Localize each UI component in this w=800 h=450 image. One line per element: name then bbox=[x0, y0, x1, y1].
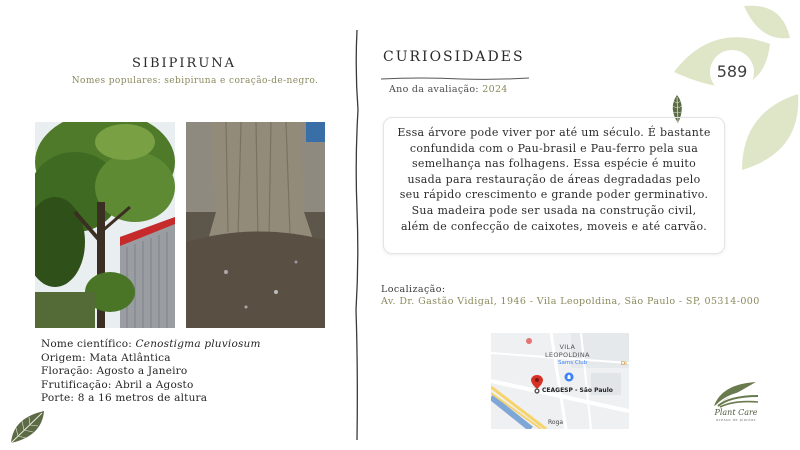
brand-tagline: acesso de plantas bbox=[715, 418, 756, 422]
location-label: Localização: bbox=[381, 284, 446, 295]
flowering: Floração: Agosto a Janeiro bbox=[41, 365, 188, 378]
tree-trunk-photo bbox=[186, 122, 325, 328]
fruiting: Frutificação: Abril a Agosto bbox=[41, 378, 194, 391]
vertical-divider bbox=[350, 30, 364, 444]
curiosities-title: CURIOSIDADES bbox=[383, 49, 525, 65]
size: Porte: 8 a 16 metros de altura bbox=[41, 392, 208, 405]
map-pin-label: CEAGESP - São Paulo bbox=[542, 387, 613, 394]
location-map[interactable] bbox=[491, 333, 629, 429]
map-poi-club: Sams Club bbox=[558, 360, 588, 366]
brand-name: Plant Care bbox=[714, 408, 758, 417]
origin: Origem: Mata Atlântica bbox=[41, 351, 171, 364]
evaluation-year: Ano da avaliação: 2024 bbox=[389, 84, 508, 95]
leaf-icon bbox=[8, 408, 48, 450]
scientific-name: Nome científico: Cenostigma pluviosum bbox=[41, 338, 261, 350]
popular-names: Nomes populares: sebipiruna e coração-de-negro. bbox=[71, 76, 319, 86]
map-district: VILA LEOPOLDINA bbox=[545, 343, 590, 359]
tree-number-badge: 589 bbox=[716, 62, 748, 81]
species-info bbox=[41, 338, 261, 406]
curiosities-card: Essa árvore pode viver por até um século. É bastante confundida com o Pau-brasil e Pau-ferro pela sua semelhança nas folhagens. Essa espécie é muito usada para restauração de áreas degradadas pelo seu rápido crescimento e grande poder germinativo. Sua madeira pode ser usada na construção civil, além de confecção de caixotes, moveis e até carvão. bbox=[383, 117, 725, 254]
map-street-label: Roga bbox=[548, 419, 564, 426]
species-title: SIBIPIRUNA bbox=[131, 56, 237, 71]
tree-canopy-photo bbox=[35, 122, 175, 328]
location-address[interactable]: Av. Dr. Gastão Vidigal, 1946 - Vila Leopoldina, São Paulo - SP, 05314-000 bbox=[381, 296, 760, 307]
map-corner-label: Di bbox=[621, 361, 627, 367]
